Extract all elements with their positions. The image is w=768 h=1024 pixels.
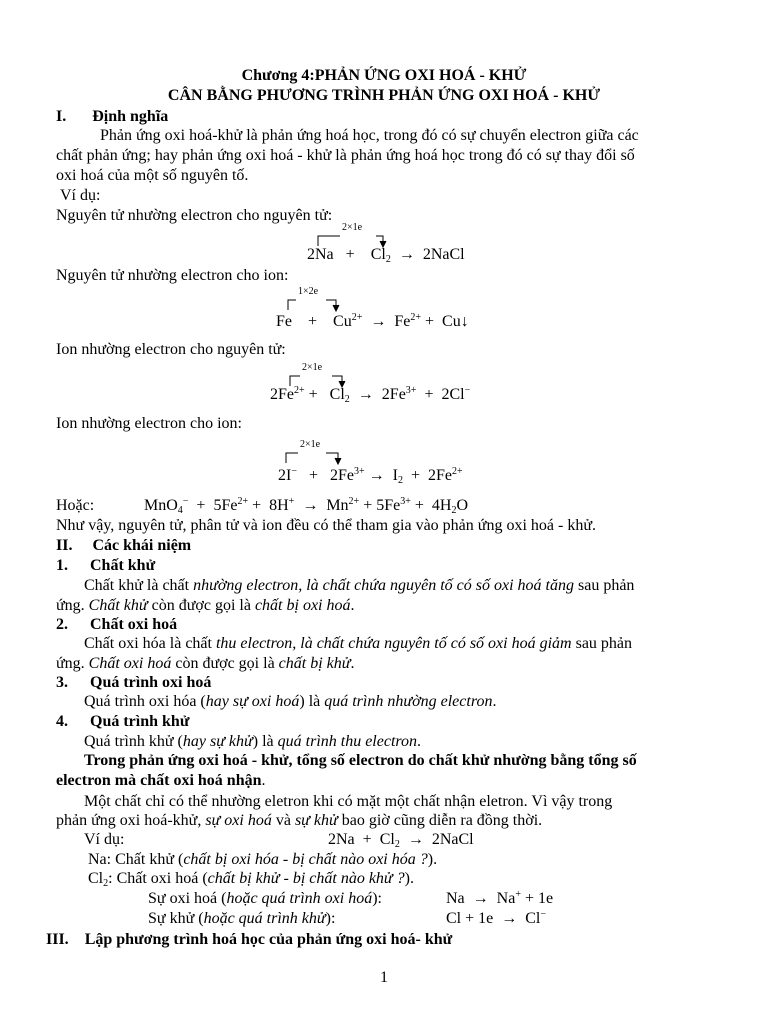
- electron-transfer-label: 2×1e: [300, 439, 321, 450]
- oxidation-process-line: Quá trình oxi hóa (hay sự oxi hoá) là quá trình nhường electron.: [84, 693, 497, 710]
- na-role-line: Na: Chất khử (chất bị oxi hóa - bị chất nào oxi hóa ?).: [88, 851, 438, 868]
- chapter-subtitle: CÂN BẰNG PHƯƠNG TRÌNH PHẢN ỨNG OXI HOÁ - KHỬ: [167, 87, 601, 104]
- page-number: 1: [380, 969, 388, 986]
- simultaneous-line-1: Một chất chỉ có thể nhường eletron khi có mặt một chất nhận eletron. Vì vậy trong: [84, 793, 613, 810]
- chapter-title: Chương 4:PHẢN ỨNG OXI HOÁ - KHỬ: [241, 67, 527, 84]
- example-1-text: Nguyên tử nhường electron cho nguyên tử:: [56, 207, 333, 224]
- oxidation-half-label: Sự oxi hoá (hoặc quá trình oxi hoá):: [148, 890, 382, 907]
- reduction-half-label: Sự khử (hoặc quá trình khử):: [148, 910, 336, 927]
- subsection-2-heading: 2. Chất oxi hoá: [56, 616, 178, 633]
- equation-4: 2I− + $2Fe^{3+} \to I_2 + 2Fe^{2+}$: [278, 466, 463, 486]
- oxidizing-agent-line-2: ứng. Chất oxi hoá còn được gọi là chất bị khử.: [56, 655, 355, 672]
- electron-transfer-arrow: [268, 443, 358, 465]
- example-label: Ví dụ:: [60, 187, 101, 204]
- electron-transfer-label: 2×1e: [302, 362, 323, 373]
- section-title: Định nghĩa: [92, 108, 169, 125]
- equation-5: $2Na + Cl_2$ → 2NaCl: [328, 831, 474, 850]
- section-2-heading: II. Các khái niệm: [56, 537, 192, 554]
- reduction-process-line: Quá trình khử (hay sự khử) là quá trình thu electron.: [84, 733, 422, 750]
- reducing-agent-line-2: ứng. Chất khử còn được gọi là chất bị oxi hoá.: [56, 597, 355, 614]
- equation-2: Fe + $Cu^{2+} \to Fe^{2+}$ + Cu↓: [276, 312, 469, 330]
- oxidation-half-equation: Na → Na+ + 1e: [446, 889, 554, 907]
- equation-1: 2Na + $Cl_2$ → 2NaCl: [307, 246, 465, 265]
- reducing-agent-line-1: Chất khử là chất nhường electron, là chất chứa nguyên tố có số oxi hoá tăng sau phản: [84, 577, 635, 594]
- subsection-4-heading: 4. Quá trình khử: [56, 713, 190, 730]
- equation-3: $2Fe^{2+}$ + $Cl_2 \to 2Fe^{3+} + 2Cl^-$: [270, 385, 471, 405]
- section-1-heading: [56, 107, 168, 127]
- example-3-text: Ion nhường electron cho nguyên tử:: [56, 341, 286, 358]
- electron-transfer-arrow: [270, 290, 360, 312]
- electron-transfer-label: 1×2e: [298, 286, 319, 297]
- electron-balance-line-1: Trong phản ứng oxi hoá - khử, tổng số electron do chất khử nhường bằng tổng số: [84, 752, 637, 769]
- permanganate-equation: $MnO_4^- + 5Fe^{2+} + 8H^+ \to Mn^{2+} + 5Fe^{3+} + 4H_2O$: [144, 496, 468, 516]
- example-4-text: Ion nhường electron cho ion:: [56, 415, 242, 432]
- simultaneous-line-2: phản ứng oxi hoá-khử, sự oxi hoá và sự khử bao giờ cũng diễn ra đồng thời.: [56, 812, 543, 829]
- subsection-1-heading: 1. Chất khử: [56, 557, 156, 574]
- definition-line-3: oxi hoá của một số nguyên tố.: [56, 167, 249, 184]
- subsection-3-heading: 3. Quá trình oxi hoá: [56, 674, 212, 691]
- cl2-role-line: $Cl_2$: Chất oxi hoá (chất bị khử - bị chất nào khử ?).: [88, 870, 414, 889]
- alternative-label: Hoặc:: [56, 497, 95, 514]
- electron-transfer-label: 2×1e: [342, 222, 363, 233]
- section-3-heading: III. Lập phương trình hoá học của phản ứng oxi hoá- khử: [46, 931, 453, 948]
- reduction-half-equation: Cl + 1e → Cl−: [446, 909, 547, 927]
- section-number: I.: [56, 108, 67, 125]
- example-2-text: Nguyên tử nhường electron cho ion:: [56, 267, 289, 284]
- oxidizing-agent-line-1: Chất oxi hóa là chất thu electron, là chất chứa nguyên tố có số oxi hoá giảm sau phản: [84, 635, 633, 652]
- electron-balance-line-2: electron mà chất oxi hoá nhận.: [56, 772, 266, 789]
- definition-line-1: Phản ứng oxi hoá-khử là phản ứng hoá học, trong đó có sự chuyển electron giữa các: [100, 127, 639, 144]
- summary-line: Như vậy, nguyên tử, phân tử và ion đều có thể tham gia vào phản ứng oxi hoá - khử.: [56, 517, 596, 534]
- definition-line-2: chất phản ứng; hay phản ứng oxi hoá - khử là phản ứng hoá học trong đó có sự thay đổi số: [56, 147, 635, 164]
- example-label-2: Ví dụ:: [84, 831, 125, 848]
